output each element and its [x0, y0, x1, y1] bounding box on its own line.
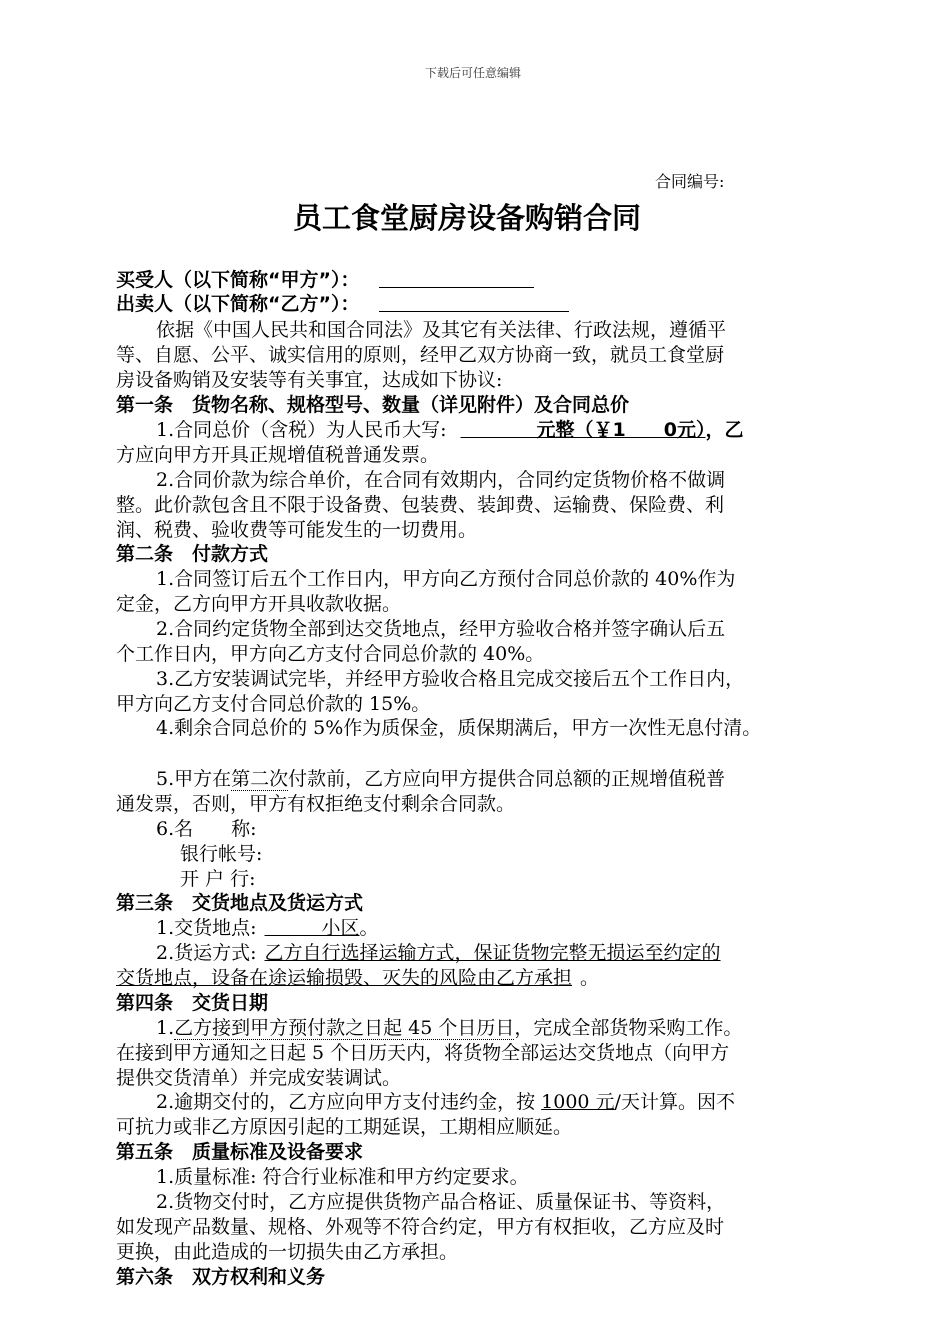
art1-amount: 元整（￥1 0元）: [536, 419, 706, 441]
article-2-p2-line-1: 2.合同约定货物全部到达交货地点，经甲方验收合格并签字确认后五: [156, 618, 726, 640]
preamble-line-3: 房设备购销及安装等有关事宜，达成如下协议:: [116, 369, 503, 391]
art3-p1-tail: 。: [359, 917, 379, 939]
article-1-p2-line-2: 整。此价款包含且不限于设备费、包装费、装卸费、运输费、保险费、利: [116, 494, 725, 516]
art1-amount-blank: [461, 419, 537, 441]
preamble-line-1: 依据《中国人民共和国合同法》及其它有关法律、行政法规，遵循平: [156, 319, 727, 341]
article-3-p1: [156, 916, 379, 940]
art4-p2-a: 2.逾期交付的，乙方应向甲方支付违约金，按: [156, 1091, 536, 1113]
article-2-p1-line-1: 1.合同签订后五个工作日内，甲方向乙方预付合同总价款的 40%作为: [156, 568, 736, 590]
article-3-p2-cont: [116, 966, 599, 990]
art1-p1-text: 1.合同总价（含税）为人民币大写:: [156, 419, 447, 441]
article-5-p2-line-2: 如发现产品数量、规格、外观等不符合约定，甲方有权拒收，乙方应及时: [116, 1216, 725, 1238]
buyer-blank: [379, 269, 534, 288]
article-6-heading: 第六条 双方权利和义务: [116, 1266, 326, 1288]
art2-p5-underlined: 第二次: [231, 768, 289, 790]
art3-p2-tail: 。: [580, 967, 600, 989]
art4-penalty: 1000 元: [541, 1091, 615, 1113]
article-4-p1: [156, 1016, 742, 1040]
article-3-heading: 第三条 交货地点及货运方式: [116, 892, 364, 914]
art3-p2-underlined-2: 交货地点，设备在途运输损毁、灭失的风险由乙方承担: [116, 967, 573, 989]
article-2-p5-cont: 通发票，否则，甲方有权拒绝支付剩余合同款。: [116, 793, 516, 815]
article-1-p2-line-3: 润、税费、验收费等可能发生的一切费用。: [116, 519, 478, 541]
article-2-p3-line-2: 甲方向乙方支付合同总价款的 15%。: [116, 693, 431, 715]
seller-label: 出卖人（以下简称“乙方”）：: [116, 293, 360, 315]
article-1-p2-line-1: 2.合同价款为综合单价，在合同有效期内，合同约定货物价格不做调: [156, 469, 726, 491]
art4-p1-num: 1.: [156, 1017, 175, 1039]
art3-p2-label: 2.货运方式:: [156, 942, 257, 964]
art2-p5-a: 5.甲方在: [156, 768, 232, 790]
article-2-p6-name: 6.名 称:: [156, 818, 257, 840]
article-2-p6-bank: 开 户 行:: [180, 868, 256, 890]
article-2-p1-line-2: 定金，乙方向甲方开具收款收据。: [116, 593, 402, 615]
article-4-p1-line-3: 提供交货清单）并完成安装调试。: [116, 1067, 402, 1089]
article-1-p1: [156, 418, 744, 442]
art3-p2-underlined-1: 乙方自行选择运输方式，保证货物完整无损运至约定的: [264, 942, 721, 964]
article-4-heading: 第四条 交货日期: [116, 992, 269, 1014]
art4-p1-tail: ，完成全部货物采购工作。: [514, 1017, 743, 1039]
buyer-line: [116, 268, 534, 292]
article-5-p1: 1.质量标准: 符合行业标准和甲方约定要求。: [156, 1166, 529, 1188]
document-title: 员工食堂厨房设备购销合同: [293, 201, 642, 235]
seller-line: [116, 292, 569, 316]
buyer-label: 买受人（以下简称“甲方”）：: [116, 269, 360, 291]
article-2-p2-line-2: 个工作日内，甲方向乙方支付合同总价款的 40%。: [116, 643, 545, 665]
contract-number-label: 合同编号:: [655, 172, 725, 191]
art1-p1-tail: ，乙: [705, 419, 744, 441]
preamble-line-2: 等、自愿、公平、诚实信用的原则，经甲乙双方协商一致，就员工食堂厨: [116, 344, 725, 366]
seller-blank: [379, 293, 569, 312]
article-4-p1-line-2: 在接到甲方通知之日起 5 个日历天内，将货物全部运达交货地点（向甲方: [116, 1042, 730, 1064]
art4-p2-b: /天计算。因不: [614, 1091, 735, 1113]
art2-p5-b: 付款前，乙方应向甲方提供合同总额的正规增值税普: [288, 768, 726, 790]
article-1-p1-cont: 方应向甲方开具正规增值税普通发票。: [116, 444, 440, 466]
article-3-p2: [156, 941, 721, 965]
article-2-p4: 4.剩余合同总价的 5%作为质保金，质保期满后，甲方一次性无息付清。: [156, 717, 762, 739]
article-2-p5: [156, 767, 725, 791]
header-note: 下载后可任意编辑: [425, 66, 522, 80]
art3-p1-label: 1.交货地点:: [156, 917, 257, 939]
article-2-p6-account: 银行帐号:: [180, 843, 263, 865]
article-1-heading: 第一条 货物名称、规格型号、数量（详见附件）及合同总价: [116, 394, 630, 416]
article-4-p2-cont: 可抗力或非乙方原因引起的工期延误，工期相应顺延。: [116, 1116, 573, 1138]
article-4-p2: [156, 1090, 735, 1114]
article-2-heading: 第二条 付款方式: [116, 543, 269, 565]
article-5-heading: 第五条 质量标准及设备要求: [116, 1141, 364, 1163]
art3-location: 小区: [264, 917, 360, 939]
article-5-p2-line-1: 2.货物交付时，乙方应提供货物产品合格证、质量保证书、等资料，: [156, 1191, 726, 1213]
article-5-p2-line-3: 更换，由此造成的一切损失由乙方承担。: [116, 1241, 459, 1263]
article-2-p3-line-1: 3.乙方安装调试完毕，并经甲方验收合格且完成交接后五个工作日内，: [156, 668, 745, 690]
art4-p1-underlined: 乙方接到甲方预付款之日起 45 个日历日: [174, 1017, 515, 1039]
